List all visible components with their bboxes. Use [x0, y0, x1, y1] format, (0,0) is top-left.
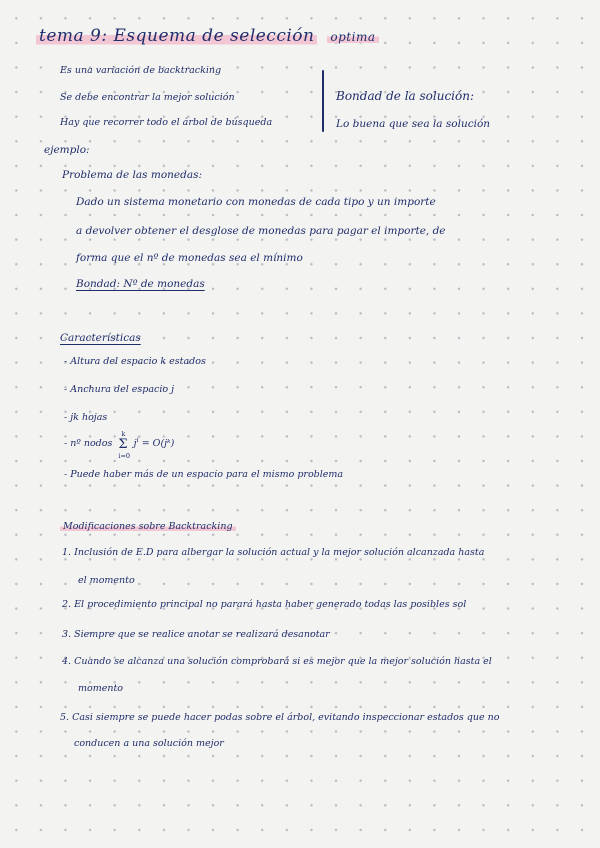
characteristic-leaves: - jk hojas — [64, 412, 108, 423]
characteristic-nodes — [64, 430, 175, 460]
nodes-prefix: - nº nodos — [64, 438, 113, 450]
bondad-definition: Lo buena que sea la solución — [336, 118, 491, 130]
sum-lower: i=0 — [118, 451, 131, 460]
modification-5-line-1: 5. Casi siempre se puede hacer podas sobre el árbol, evitando inspeccionar estados que no — [60, 712, 500, 723]
intro-line-2: Se debe encontrar la mejor solución — [60, 92, 235, 103]
page-title — [36, 28, 379, 45]
title-main: tema 9: Esquema de selección — [36, 26, 317, 46]
problem-body-2: a devolver obtener el desglose de monedas para pagar el importe, de — [76, 225, 446, 237]
intro-line-1: Es una variación de backtracking — [60, 65, 222, 76]
modification-5-line-2: conducen a una solución mejor — [74, 738, 224, 749]
modification-1-line-1: 1. Inclusión de E.D para albergar la solución actual y la mejor solución alcanzada hasta — [62, 547, 485, 558]
nodes-result: = O(jᵏ) — [141, 438, 175, 450]
example-label: ejemplo: — [44, 144, 90, 156]
sum-term: j — [133, 438, 137, 450]
problem-title: Problema de las monedas: — [62, 169, 203, 181]
bondad-heading: Bondad de la solución: — [336, 89, 475, 103]
modifications-heading: Modificaciones sobre Backtracking — [60, 522, 236, 532]
modification-2: 2. El procedimiento principal no parará hasta haber generado todas las posibles sol — [62, 599, 467, 610]
sum-upper: k — [121, 430, 126, 439]
modification-4-line-2: momento — [78, 683, 124, 694]
characteristic-multiple-spaces: - Puede haber más de un espacio para el mismo problema — [64, 469, 344, 480]
intro-divider — [322, 70, 324, 132]
modification-4-line-1: 4. Cuando se alcanza una solución comprobará si es mejor que la mejor solución hasta el — [62, 656, 492, 667]
characteristic-width: - Anchura del espacio j — [64, 384, 175, 395]
characteristics-heading: Características — [60, 332, 141, 344]
title-suffix: optima — [327, 30, 378, 44]
modification-3: 3. Siempre que se realice anotar se realizará desanotar — [62, 629, 330, 640]
bondad-example: Bondad: Nº de monedas — [76, 278, 205, 290]
intro-line-3: Hay que recorrer todo el árbol de búsqueda — [60, 117, 273, 128]
sum-symbol: Σ k i=0 — [118, 430, 131, 460]
characteristic-height: - Altura del espacio k estados — [64, 356, 206, 367]
problem-body-3: forma que el nº de monedas sea el mínimo — [76, 252, 303, 264]
sum-term-exp: i — [136, 436, 139, 444]
problem-body-1: Dado un sistema monetario con monedas de cada tipo y un importe — [76, 196, 436, 208]
modification-1-line-2: el momento — [78, 575, 135, 586]
